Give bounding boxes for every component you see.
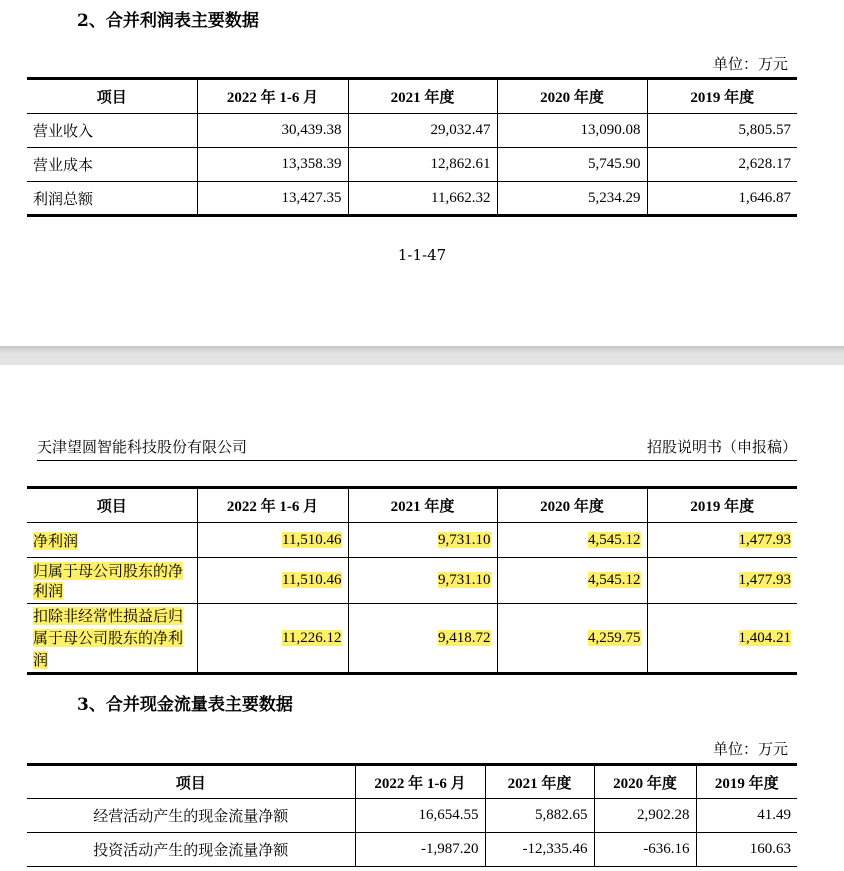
row-label: 经营活动产生的现金流量净额 bbox=[27, 799, 355, 833]
col-header: 项目 bbox=[27, 79, 197, 114]
row-label: 营业成本 bbox=[27, 148, 197, 182]
row-label: 净利润 bbox=[33, 531, 79, 550]
cell: 2,628.17 bbox=[647, 148, 797, 182]
cell: 5,805.57 bbox=[647, 114, 797, 148]
page-number: 1-1-47 bbox=[397, 246, 447, 264]
unit-label: 单位：万元 bbox=[712, 55, 788, 73]
cell: 160.63 bbox=[696, 833, 797, 867]
cell: 1,404.21 bbox=[738, 629, 791, 646]
row-label: 利润总额 bbox=[27, 182, 197, 216]
col-header: 2020 年度 bbox=[594, 765, 696, 799]
cell: 11,510.46 bbox=[282, 572, 342, 588]
row-label: 归属于母公司股东的净利润 bbox=[33, 561, 184, 600]
cell: 13,427.35 bbox=[197, 182, 348, 216]
col-header: 项目 bbox=[27, 488, 197, 523]
cell: -12,335.46 bbox=[485, 833, 594, 867]
table-row bbox=[27, 148, 797, 182]
row-label: 营业收入 bbox=[27, 114, 197, 148]
cell: 2,902.28 bbox=[594, 799, 696, 833]
table-row bbox=[27, 182, 797, 216]
cell: 4,545.12 bbox=[588, 531, 641, 548]
table-row bbox=[27, 523, 797, 558]
table-row bbox=[27, 799, 797, 833]
cell: 29,032.47 bbox=[348, 114, 497, 148]
col-header: 2022 年 1-6 月 bbox=[197, 488, 348, 523]
cell: 9,418.72 bbox=[438, 629, 491, 646]
col-header: 项目 bbox=[27, 765, 355, 799]
cashflow-table bbox=[27, 763, 797, 867]
page-separator bbox=[0, 346, 844, 365]
col-header: 2019 年度 bbox=[647, 79, 797, 114]
cell: 12,862.61 bbox=[348, 148, 497, 182]
company-name: 天津望圆智能科技股份有限公司 bbox=[37, 438, 248, 456]
cell: -1,987.20 bbox=[355, 833, 485, 867]
row-label: 投资活动产生的现金流量净额 bbox=[27, 833, 355, 867]
col-header: 2020 年度 bbox=[497, 79, 647, 114]
row-label: 扣除非经常性损益后归属于母公司股东的净利润 bbox=[33, 607, 184, 669]
cell: 1,646.87 bbox=[647, 182, 797, 216]
col-header: 2021 年度 bbox=[348, 488, 497, 523]
document-name: 招股说明书（申报稿） bbox=[646, 438, 797, 456]
cell: 11,662.32 bbox=[348, 182, 497, 216]
table-row bbox=[27, 558, 797, 604]
table-row bbox=[27, 114, 797, 148]
col-header: 2021 年度 bbox=[485, 765, 594, 799]
col-header: 2022 年 1-6 月 bbox=[355, 765, 485, 799]
cell: 41.49 bbox=[696, 799, 797, 833]
cell: 1,477.93 bbox=[738, 531, 791, 548]
cell: 5,745.90 bbox=[497, 148, 647, 182]
cell: -636.16 bbox=[594, 833, 696, 867]
cell: 9,731.10 bbox=[438, 531, 491, 548]
section-title: 2、合并利润表主要数据 bbox=[77, 11, 259, 31]
col-header: 2019 年度 bbox=[647, 488, 797, 523]
cell: 5,234.29 bbox=[497, 182, 647, 216]
cell: 13,358.39 bbox=[197, 148, 348, 182]
cell: 4,545.12 bbox=[588, 572, 641, 588]
page-header bbox=[37, 436, 797, 461]
income-table bbox=[27, 77, 797, 217]
cell: 30,439.38 bbox=[197, 114, 348, 148]
col-header: 2021 年度 bbox=[348, 79, 497, 114]
cell: 11,226.12 bbox=[282, 629, 342, 646]
col-header: 2019 年度 bbox=[696, 765, 797, 799]
cell: 11,510.46 bbox=[282, 531, 342, 548]
col-header: 2022 年 1-6 月 bbox=[197, 79, 348, 114]
cell: 4,259.75 bbox=[588, 629, 641, 646]
section-title: 3、合并现金流量表主要数据 bbox=[77, 695, 293, 715]
cell: 1,477.93 bbox=[738, 572, 791, 588]
cell: 13,090.08 bbox=[497, 114, 647, 148]
income-table-continued bbox=[27, 486, 797, 675]
table-row bbox=[27, 833, 797, 867]
table-row bbox=[27, 604, 797, 674]
col-header: 2020 年度 bbox=[497, 488, 647, 523]
cell: 16,654.55 bbox=[355, 799, 485, 833]
cell: 5,882.65 bbox=[485, 799, 594, 833]
unit-label: 单位：万元 bbox=[712, 740, 788, 758]
cell: 9,731.10 bbox=[438, 572, 491, 588]
